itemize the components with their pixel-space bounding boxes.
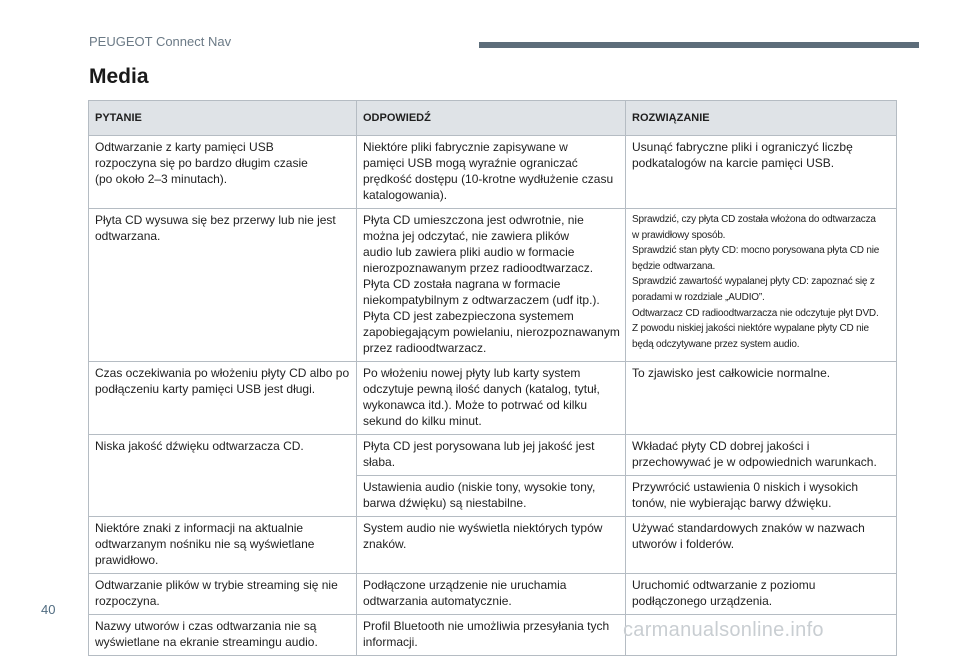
cell-text-line: utworów i folderów. [632,537,735,551]
cell-text-line: System audio nie wyświetla niektórych typów [363,521,603,535]
column-header-question: PYTANIE [89,101,357,136]
cell-text-line: Odtwarzacz CD radioodtwarzacza nie odczytuje płyt DVD. [632,307,879,319]
cell-text-line: (po około 2–3 minutach). [95,172,228,186]
cell-text-line: katalogowania). [363,188,448,202]
solution-cell [626,517,897,574]
section-title: Media [89,65,149,88]
solution-cell [626,136,897,209]
cell-text-line: To zjawisko jest całkowicie normalne. [632,366,831,380]
solution-cell [626,574,897,615]
cell-text-line: Z powodu niskiej jakości niektóre wypalane płyty CD nie [632,323,869,335]
cell-text-line: Sprawdzić, czy płyta CD została włożona do odtwarzacza [632,214,876,225]
cell-text-line: Odtwarzanie plików w trybie streaming się nie [95,578,338,592]
cell-text-line: Płyta CD jest porysowana lub jej jakość jest [363,439,595,453]
cell-text-line: poradami w rozdziale „AUDIO”. [632,291,765,303]
cell-text-line: odtwarzania automatycznie. [363,594,512,608]
table-row [89,209,897,362]
cell-text-line: wykonawca itd.). Może to potrwać od kilku [363,398,588,412]
cell-text-line: Po włożeniu nowej płyty lub karty system [363,366,581,380]
answer-cell [357,574,626,615]
cell-text-line: będą odczytywane przez system audio. [632,338,800,350]
cell-text-line: Sprawdzić zawartość wypalanej płyty CD: zapoznać się z [632,276,875,288]
cell-text-line: informacji. [363,635,418,649]
cell-text-line: będzie odtwarzana. [632,260,716,272]
cell-text-line: nierozpoznawanym przez radioodtwarzacz. [363,261,594,275]
cell-text-line: Płyta CD została nagrana w formacie [363,277,561,291]
answer-cell [357,517,626,574]
answer-cell [357,362,626,435]
cell-text-line: słaba. [363,455,396,469]
cell-text-line: Niektóre znaki z informacji na aktualnie [95,521,304,535]
question-cell [89,136,357,209]
header-bar [479,42,919,48]
cell-text-line: rozpoczyna. [95,594,160,608]
table-row [89,136,897,209]
cell-text-line: pamięci USB mogą wyraźnie ograniczać [363,156,578,170]
answer-cell [357,615,626,656]
solution-cell [626,362,897,435]
cell-text-line: zapobiegającym powielaniu, nierozpoznawanym [363,325,620,339]
cell-text-line: tonów, nie wybierając barwy dźwięku. [632,496,832,510]
cell-text-line: wyświetlane na ekranie streamingu audio. [95,635,318,649]
header-title: PEUGEOT Connect Nav [89,34,232,49]
cell-text-line: Przywrócić ustawienia 0 niskich i wysokich [632,480,859,494]
solution-cell [626,435,897,476]
column-header-solution: ROZWIĄZANIE [626,101,897,136]
cell-text-line: podkatalogów na karcie pamięci USB. [632,156,835,170]
solution-cell [626,209,897,362]
answer-cell [357,476,626,517]
media-troubleshooting-table [88,100,897,656]
cell-text-line: Podłączone urządzenie nie uruchamia [363,578,567,592]
cell-text-line: audio lub zawiera pliki audio w formacie [363,245,575,259]
cell-text-line: prędkość dostępu (10-krotne wydłużenie czasu [363,172,614,186]
table-header-row [89,101,897,136]
watermark: carmanualsonline.info [623,619,824,641]
question-cell [89,435,357,517]
cell-text-line: prawidłowo. [95,553,159,567]
answer-cell [357,209,626,362]
cell-text-line: odtwarzana. [95,229,161,243]
solution-cell [626,476,897,517]
cell-text-line: rozpoczyna się po bardzo długim czasie [95,156,308,170]
cell-text-line: przechowywać je w odpowiednich warunkach. [632,455,877,469]
cell-text-line: Odtwarzanie z karty pamięci USB [95,140,274,154]
cell-text-line: Wkładać płyty CD dobrej jakości i [632,439,810,453]
column-header-answer: ODPOWIEDŹ [357,101,626,136]
cell-text-line: odczytuje pewną ilość danych (katalog, tytuł, [363,382,600,396]
answer-cell [357,435,626,476]
cell-text-line: Ustawienia audio (niskie tony, wysokie tony, [363,480,596,494]
question-cell [89,517,357,574]
cell-text-line: podłączeniu karty pamięci USB jest długi. [95,382,316,396]
cell-text-line: Używać standardowych znaków w nazwach [632,521,865,535]
table-row [89,574,897,615]
cell-text-line: Uruchomić odtwarzanie z poziomu [632,578,816,592]
cell-text-line: można jej odczytać, nie zawiera plików [363,229,570,243]
cell-text-line: Płyta CD wysuwa się bez przerwy lub nie jest [95,213,336,227]
cell-text-line: Profil Bluetooth nie umożliwia przesyłania tych [363,619,610,633]
answer-cell [357,136,626,209]
cell-text-line: niekompatybilnym z odtwarzaczem (udf itp.). [363,293,600,307]
question-cell [89,615,357,656]
cell-text-line: barwa dźwięku) są niestabilne. [363,496,527,510]
cell-text-line: odtwarzanym nośniku nie są wyświetlane [95,537,315,551]
table-row [89,517,897,574]
cell-text-line: Płyta CD umieszczona jest odwrotnie, nie [363,213,584,227]
table-row [89,435,897,476]
cell-text-line: Nazwy utworów i czas odtwarzania nie są [95,619,317,633]
cell-text-line: sekund do kilku minut. [363,414,482,428]
cell-text-line: podłączonego urządzenia. [632,594,773,608]
question-cell [89,209,357,362]
cell-text-line: Czas oczekiwania po włożeniu płyty CD albo po [95,366,350,380]
cell-text-line: w prawidłowy sposób. [632,229,726,241]
cell-text-line: Sprawdzić stan płyty CD: mocno porysowana płyta CD nie [632,245,880,257]
question-cell [89,362,357,435]
page-number: 40 [41,602,56,617]
cell-text-line: Niektóre pliki fabrycznie zapisywane w [363,140,568,154]
question-cell [89,574,357,615]
cell-text-line: przez radioodtwarzacz. [363,341,487,355]
cell-text-line: Płyta CD jest zabezpieczona systemem [363,309,574,323]
cell-text-line: Usunąć fabryczne pliki i ograniczyć liczbę [632,140,853,154]
table-row [89,362,897,435]
cell-text-line: znaków. [363,537,407,551]
cell-text-line: Niska jakość dźwięku odtwarzacza CD. [95,439,304,453]
